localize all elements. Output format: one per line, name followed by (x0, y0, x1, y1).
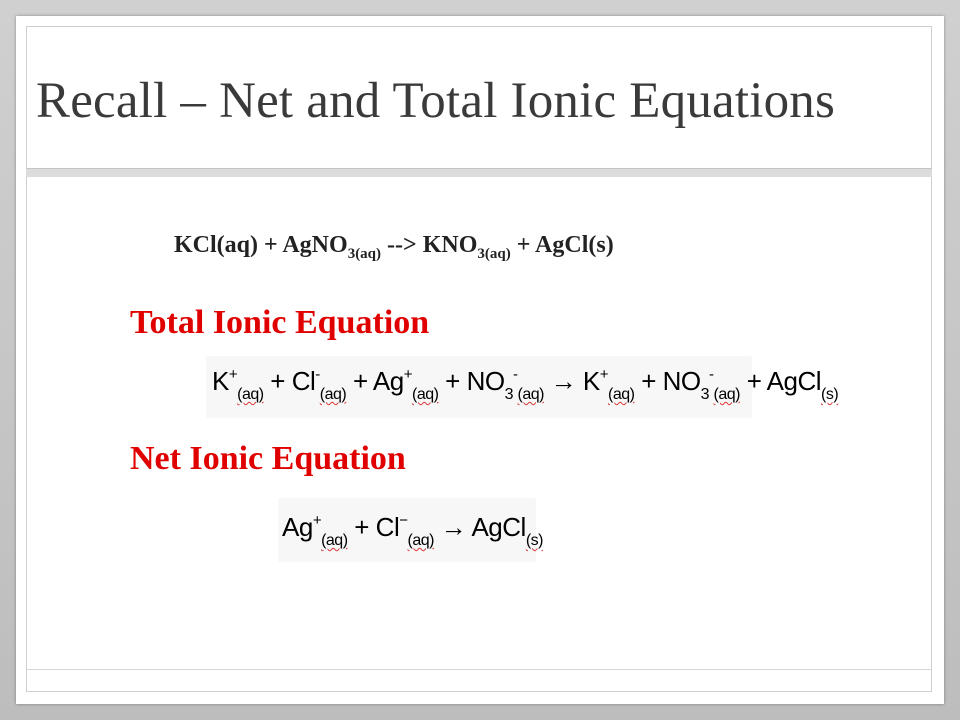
slide (16, 16, 944, 704)
reaction-subscript-1: 3(aq) (347, 246, 382, 262)
molecular-equation (174, 232, 874, 263)
plus-sign: + (739, 366, 767, 396)
footer-divider (26, 669, 932, 670)
slide-title: Recall – Net and Total Ionic Equations (36, 73, 836, 129)
ion-term: $Ag^+_{(aq)}$ (282, 512, 348, 549)
plus-sign: + (634, 366, 663, 396)
net-ionic-equation (282, 512, 543, 550)
title-divider (26, 168, 932, 177)
plus-sign: + (346, 366, 373, 396)
ion-term: AgCl$_{(s)}$ (471, 512, 543, 549)
reaction-part-3: + AgCl(s) (510, 232, 614, 258)
reaction-subscript-2: 3(aq) (477, 246, 511, 262)
ion-term: $Ag^+_{(aq)}$ (372, 366, 439, 403)
reaction-arrow: → (433, 512, 472, 542)
plus-sign: + (438, 366, 467, 396)
ion-term: $Cl^-_{(aq)}$ (375, 512, 434, 549)
ion-term: AgCl$_{(s)}$ (766, 366, 839, 403)
ion-term: $K^+_{(aq)}$ (212, 366, 264, 403)
ion-term: $NO_3^-_{(aq)}$ (466, 366, 544, 403)
ion-term: $NO_3^-_{(aq)}$ (662, 366, 740, 403)
plus-sign: + (347, 512, 376, 542)
total-ionic-heading: Total Ionic Equation (130, 304, 430, 341)
plus-sign: + (263, 366, 292, 396)
total-ionic-equation (212, 366, 838, 404)
ion-term: $K^+_{(aq)}$ (582, 366, 635, 403)
total-ionic-equation-image (206, 356, 839, 418)
reaction-part-1: KCl(aq) + AgNO (174, 232, 348, 258)
net-ionic-heading: Net Ionic Equation (130, 440, 406, 477)
reaction-arrow: → (543, 366, 583, 396)
net-ionic-equation-image (278, 498, 543, 562)
reaction-part-2: --> KNO (381, 232, 478, 258)
ion-term: $Cl^-_{(aq)}$ (291, 366, 347, 403)
